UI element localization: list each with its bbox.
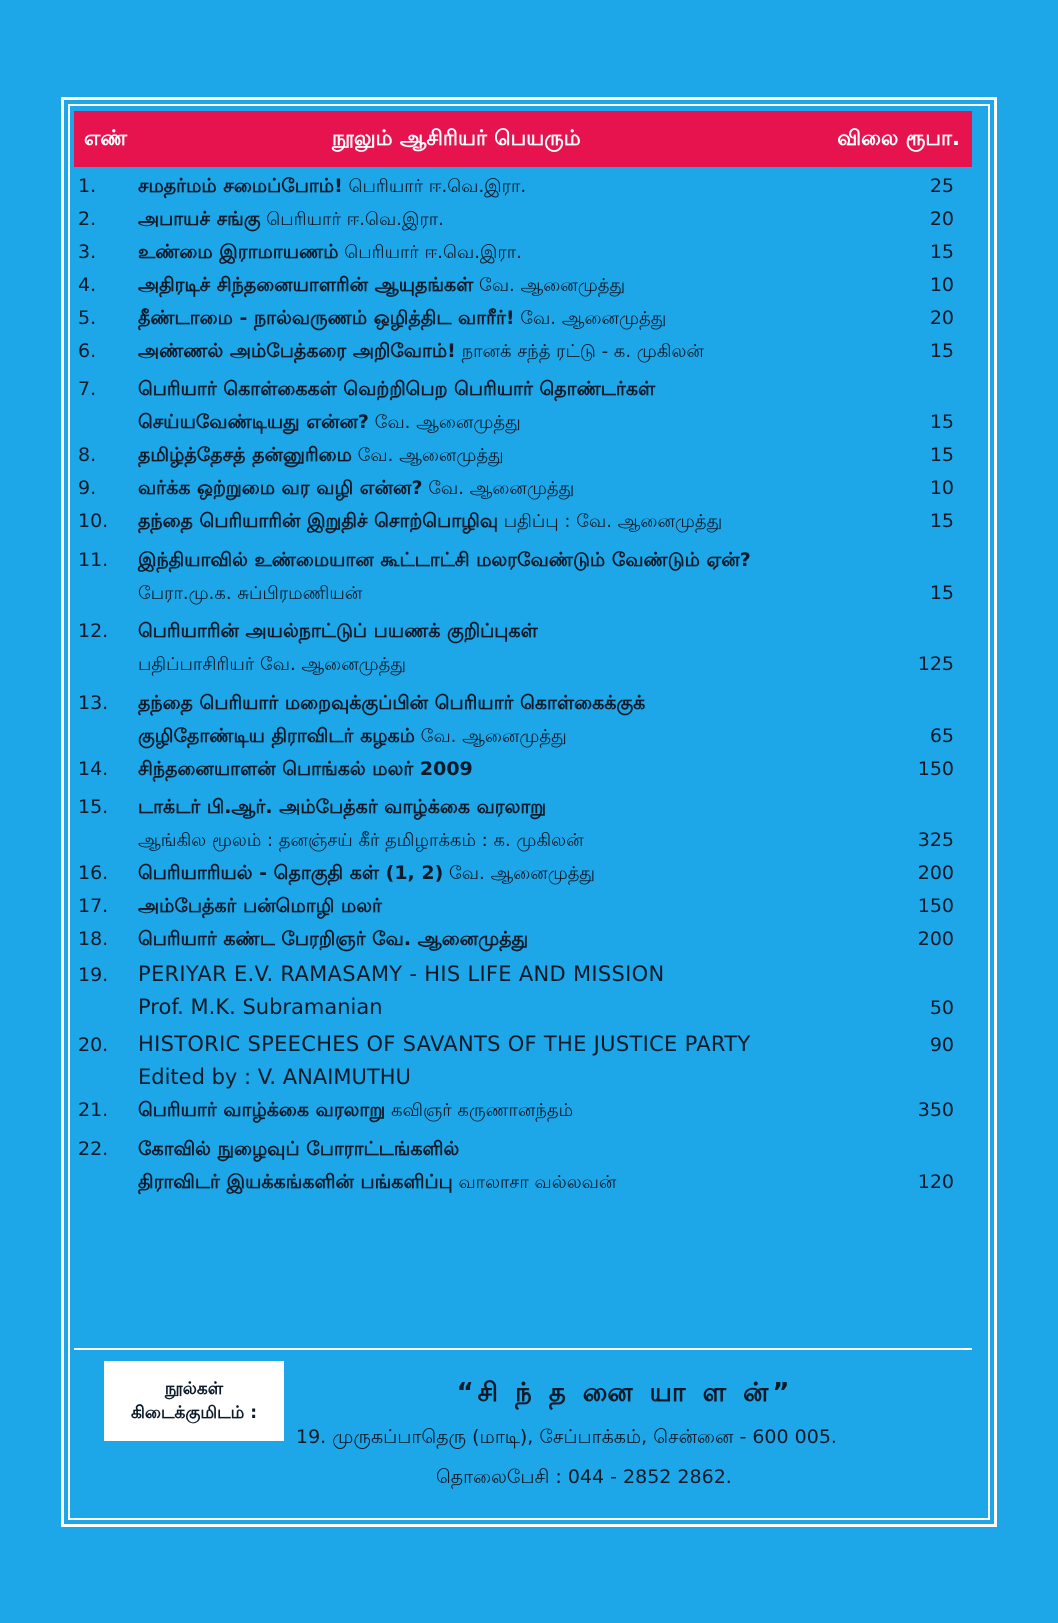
book-author: Edited by : V. ANAIMUTHU — [138, 1065, 411, 1089]
book-line — [74, 753, 954, 786]
book-number: 7. — [78, 378, 97, 400]
book-number: 18. — [78, 928, 109, 950]
book-line — [74, 236, 954, 269]
book-line — [74, 439, 954, 472]
book-entry — [74, 1133, 954, 1199]
book-text — [138, 791, 879, 824]
book-title: சிந்தனையாளன் பொங்கல் மலர் 2009 — [138, 758, 473, 780]
book-number: 13. — [78, 692, 109, 714]
book-price: 120 — [917, 1171, 954, 1193]
book-text — [138, 577, 879, 610]
book-title: டாக்டர் பி.ஆர். அம்பேத்கர் வாழ்க்கை வரலாறு — [138, 796, 547, 818]
book-number: 6. — [78, 340, 97, 362]
book-title: சமதர்மம் சமைப்போம்! — [138, 175, 343, 197]
book-number: 11. — [78, 549, 109, 571]
book-entry — [74, 753, 954, 786]
book-price: 10 — [929, 274, 954, 296]
book-title: தந்தை பெரியாரின் இறுதிச் சொற்பொழிவு — [138, 510, 499, 532]
book-line — [74, 170, 954, 203]
book-number: 21. — [78, 1099, 109, 1121]
book-text — [138, 615, 879, 648]
book-price: 25 — [929, 175, 954, 197]
book-author: வே. ஆனைமுத்து — [368, 412, 521, 433]
book-line — [74, 269, 954, 302]
book-author: பெரியார் ஈ.வெ.இரா. — [260, 209, 444, 230]
availability-label-line1: நூல்கள் — [164, 1379, 224, 1399]
book-text — [138, 505, 879, 538]
book-price: 15 — [929, 241, 954, 263]
book-number: 16. — [78, 862, 109, 884]
book-price: 15 — [929, 340, 954, 362]
book-text — [138, 1166, 879, 1199]
book-entry — [74, 269, 954, 302]
availability-label-line2: கிடைக்குமிடம் : — [130, 1403, 258, 1423]
footer-divider — [74, 1348, 972, 1350]
book-text — [138, 269, 879, 302]
book-price: 200 — [917, 928, 954, 950]
book-entry — [74, 687, 954, 753]
book-entry — [74, 472, 954, 505]
book-entry — [74, 958, 954, 1024]
book-author: பதிப்பு : வே. ஆனைமுத்து — [498, 511, 723, 532]
book-author: வே. ஆனைமுத்து — [443, 863, 596, 884]
book-line — [74, 505, 954, 538]
book-entry — [74, 923, 954, 956]
book-title: அதிரடிச் சிந்தனையாளரின் ஆயுதங்கள் — [138, 274, 474, 296]
book-text — [138, 824, 879, 857]
book-text — [138, 857, 879, 890]
book-price: 50 — [929, 997, 954, 1019]
book-line — [74, 824, 954, 857]
book-number: 14. — [78, 758, 109, 780]
book-number: 8. — [78, 444, 97, 466]
book-text — [138, 753, 879, 786]
book-price: 200 — [917, 862, 954, 884]
book-text — [138, 720, 879, 753]
book-text — [138, 890, 879, 923]
book-title: அம்பேத்கர் பன்மொழி மலர் — [138, 895, 382, 917]
book-line — [74, 1166, 954, 1199]
book-entry — [74, 439, 954, 472]
book-line — [74, 302, 954, 335]
book-title: குழிதோண்டிய திராவிடர் கழகம் — [138, 725, 415, 747]
book-line — [74, 615, 954, 648]
book-text — [138, 1061, 879, 1095]
book-entry — [74, 544, 954, 610]
book-title: தமிழ்த்தேசத் தன்னுரிமை — [138, 444, 352, 466]
book-line — [74, 857, 954, 890]
book-price: 20 — [929, 208, 954, 230]
book-title: திராவிடர் இயக்கங்களின் பங்களிப்பு — [138, 1171, 453, 1193]
book-line — [74, 958, 954, 991]
book-text — [138, 923, 879, 956]
book-title: அபாயச் சங்கு — [138, 208, 261, 230]
book-title: HISTORIC SPEECHES OF SAVANTS OF THE JUSTICE PARTY — [138, 1032, 751, 1056]
book-price: 125 — [917, 653, 954, 675]
book-number: 17. — [78, 895, 109, 917]
book-text — [138, 991, 879, 1025]
book-number: 15. — [78, 796, 109, 818]
book-entry — [74, 203, 954, 236]
book-author: வே. ஆனைமுத்து — [473, 275, 626, 296]
book-price: 10 — [929, 477, 954, 499]
header-number: எண் — [84, 125, 128, 150]
book-line — [74, 577, 954, 610]
book-title: உண்மை இராமாயணம் — [138, 241, 339, 263]
book-number: 2. — [78, 208, 97, 230]
book-text — [138, 439, 879, 472]
book-price: 325 — [917, 829, 954, 851]
book-line — [74, 1028, 954, 1061]
book-price: 15 — [929, 411, 954, 433]
book-price: 90 — [929, 1034, 954, 1056]
book-number: 19. — [78, 964, 109, 986]
book-number: 20. — [78, 1034, 109, 1056]
book-entry — [74, 236, 954, 269]
publisher-name: “சி ந் த னை யா ள ன்” — [456, 1378, 794, 1408]
book-line — [74, 687, 954, 720]
book-line — [74, 1094, 954, 1127]
book-author: வாலாசா வல்லவன் — [452, 1172, 617, 1193]
book-author: பேரா.மு.க. சுப்பிரமணியன் — [138, 583, 363, 604]
book-line — [74, 923, 954, 956]
book-line — [74, 890, 954, 923]
publisher-phone: தொலைபேசி : 044 - 2852 2862. — [436, 1466, 732, 1488]
book-text — [138, 170, 879, 203]
book-text — [138, 302, 879, 335]
book-line — [74, 648, 954, 681]
book-title: செய்யவேண்டியது என்ன? — [138, 411, 369, 433]
book-entry — [74, 1028, 954, 1094]
header-price: விலை ரூபா. — [837, 125, 960, 150]
book-author: வே. ஆனைமுத்து — [422, 478, 575, 499]
book-text — [138, 1133, 879, 1166]
book-title: பெரியார் கண்ட பேரறிஞர் வே. ஆனைமுத்து — [138, 928, 529, 950]
book-line — [74, 1133, 954, 1166]
book-author: பெரியார் ஈ.வெ.இரா. — [338, 242, 522, 263]
book-entry — [74, 857, 954, 890]
book-author: பெரியார் ஈ.வெ.இரா. — [342, 176, 527, 197]
book-title: பெரியார் கொள்கைகள் வெற்றிபெற பெரியார் தொண்டர்கள் — [138, 378, 656, 400]
book-author: ஆங்கில மூலம் : தனஞ்சய் கீர் தமிழாக்கம் : க. முகிலன் — [138, 830, 584, 851]
book-text — [138, 1028, 879, 1062]
book-number: 3. — [78, 241, 97, 263]
book-title: பெரியார் வாழ்க்கை வரலாறு — [138, 1099, 386, 1121]
book-text — [138, 544, 879, 577]
book-price: 15 — [929, 510, 954, 532]
book-number: 4. — [78, 274, 97, 296]
book-title: கோவில் நுழைவுப் போராட்டங்களில் — [138, 1138, 460, 1160]
book-entry — [74, 890, 954, 923]
table-header — [74, 111, 972, 167]
book-author: Prof. M.K. Subramanian — [138, 995, 383, 1019]
book-line — [74, 373, 954, 406]
book-line — [74, 203, 954, 236]
book-text — [138, 648, 879, 681]
book-list — [74, 170, 954, 1199]
book-text — [138, 203, 879, 236]
book-number: 5. — [78, 307, 97, 329]
book-line — [74, 720, 954, 753]
book-price: 350 — [917, 1099, 954, 1121]
book-text — [138, 958, 879, 992]
book-title: வர்க்க ஒற்றுமை வர வழி என்ன? — [138, 477, 423, 499]
book-entry — [74, 1094, 954, 1127]
book-title: இந்தியாவில் உண்மையான கூட்டாட்சி மலரவேண்டும் வேண்டும் ஏன்? — [138, 549, 751, 571]
book-price: 20 — [929, 307, 954, 329]
book-line — [74, 1061, 954, 1094]
book-line — [74, 472, 954, 505]
book-entry — [74, 615, 954, 681]
book-title: பெரியாரின் அயல்நாட்டுப் பயணக் குறிப்புகள் — [138, 620, 538, 642]
book-title: PERIYAR E.V. RAMASAMY - HIS LIFE AND MISSION — [138, 962, 665, 986]
book-number: 1. — [78, 175, 97, 197]
book-title: தீண்டாமை - நால்வருணம் ஒழித்திட வாரீர்! — [138, 307, 515, 329]
book-entry — [74, 505, 954, 538]
book-number: 22. — [78, 1138, 109, 1160]
book-price: 65 — [929, 725, 954, 747]
availability-label — [104, 1361, 284, 1441]
book-text — [138, 1094, 879, 1127]
book-entry — [74, 335, 954, 368]
book-title: தந்தை பெரியார் மறைவுக்குப்பின் பெரியார் கொள்கைக்குக் — [138, 692, 646, 714]
book-title: அண்ணல் அம்பேத்கரை அறிவோம்! — [138, 340, 456, 362]
book-text — [138, 472, 879, 505]
book-number: 12. — [78, 620, 109, 642]
book-entry — [74, 170, 954, 203]
header-title: நூலும் ஆசிரியர் பெயரும் — [332, 125, 581, 150]
book-text — [138, 236, 879, 269]
book-entry — [74, 791, 954, 857]
book-line — [74, 335, 954, 368]
book-line — [74, 406, 954, 439]
book-line — [74, 991, 954, 1024]
book-text — [138, 373, 879, 406]
book-text — [138, 335, 879, 368]
book-author: பதிப்பாசிரியர் வே. ஆனைமுத்து — [138, 654, 406, 675]
book-author: வே. ஆனைமுத்து — [414, 726, 567, 747]
book-text — [138, 687, 879, 720]
book-line — [74, 544, 954, 577]
book-price: 15 — [929, 444, 954, 466]
publisher-address: 19. முருகப்பாதெரு (மாடி), சேப்பாக்கம், சென்னை - 600 005. — [296, 1426, 837, 1448]
book-author: நானக் சந்த் ரட்டு - க. முகிலன் — [455, 341, 704, 362]
book-price: 15 — [929, 582, 954, 604]
book-number: 9. — [78, 477, 97, 499]
book-title: பெரியாரியல் - தொகுதி கள் (1, 2) — [138, 862, 444, 884]
book-number: 10. — [78, 510, 109, 532]
book-author: கவிஞர் கருணானந்தம் — [385, 1100, 574, 1121]
book-price: 150 — [917, 758, 954, 780]
book-entry — [74, 302, 954, 335]
book-line — [74, 791, 954, 824]
book-entry — [74, 373, 954, 439]
book-author: வே. ஆனைமுத்து — [351, 445, 504, 466]
book-text — [138, 406, 879, 439]
book-price: 150 — [917, 895, 954, 917]
book-author: வே. ஆனைமுத்து — [514, 308, 667, 329]
